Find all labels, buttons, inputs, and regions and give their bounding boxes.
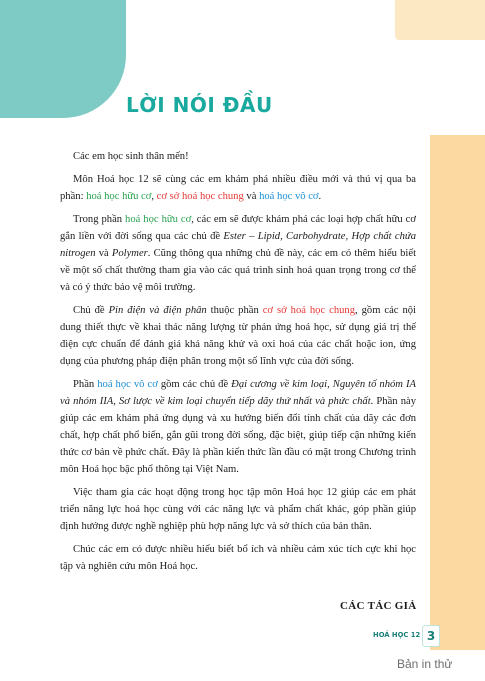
text: và: [95, 248, 112, 259]
decorative-orange-sidebar: [430, 135, 485, 650]
watermark: Bản in thử: [397, 657, 453, 671]
highlight-organic: hoá học hữu cơ: [86, 191, 152, 202]
text: .: [318, 191, 322, 202]
decorative-orange-tab: [395, 0, 485, 40]
text: ,: [151, 191, 157, 202]
book-title-label: HOÁ HỌC 12: [373, 631, 421, 639]
paragraph-intro: [60, 171, 416, 205]
highlight-inorganic: hoá học vô cơ: [259, 191, 319, 202]
preface-body: [60, 148, 416, 581]
text: , các em sẽ được khám phá các loại hợp chất hữu cơ gắn liền với đời sống qua các chủ đề: [60, 214, 416, 242]
text: Môn Hoá học 12 sẽ cùng các em khám phá nhiều điều mới và thú vị qua ba phần:: [60, 174, 416, 202]
text: Trong phần: [73, 214, 126, 225]
topic-italic: Polymer: [111, 248, 148, 259]
text: , gồm các nội dung thiết thực về khai thác năng lượng từ phản ứng hoá học, sử dụng giá trị thế điện cực chuẩn để đánh giá khả năng khử và oxi hoá của các chất hoặc ion, ứng dụng của phương pháp điện phân trong một số lĩnh vực của đời sống.: [60, 305, 416, 367]
signature: CÁC TÁC GIẢ: [340, 600, 417, 612]
highlight-general: cơ sở hoá học chung: [156, 191, 244, 202]
topic-italic: Ester – Lipid, Carbohydrate, Hợp chất chứa nitrogen: [60, 231, 416, 259]
paragraph-general: [60, 302, 416, 370]
text: thuộc phần: [206, 305, 263, 316]
page-number: 3: [422, 625, 440, 647]
decorative-teal-shape: [0, 0, 126, 118]
text: . Phần này giúp các em khám phá ứng dụng và xu hướng biến đổi tính chất của dãy các đơn chất, hợp chất phổ biến, gắn gũi trong đời sống, đặc biệt, giúp tiếp cận những kiến thức cơ bản về phức chất. Đây là phần kiến thức lần đầu có mặt trong Chương trình môn Hoá học bậc phổ thông tại Việt Nam.: [60, 396, 416, 475]
topic-italic: Pin điện và điện phân: [108, 305, 207, 316]
text: và: [243, 191, 260, 202]
highlight-organic: hoá học hữu cơ: [125, 214, 192, 225]
highlight-inorganic: hoá học vô cơ: [97, 379, 158, 390]
text: Phần: [73, 379, 98, 390]
paragraph-organic: [60, 211, 416, 296]
paragraph-inorganic: [60, 376, 416, 478]
text: . Cũng thông qua những chủ đề này, các em có thêm hiểu biết về một số chất thường tham gia vào các quá trình sinh hoá quan trọng trong cơ thể và có ý thức bảo vệ môi trường.: [60, 248, 417, 293]
paragraph-activities: Việc tham gia các hoạt động trong học tập môn Hoá học 12 giúp các em phát triển năng lực hoá học cùng với các năng lực và phẩm chất khác, góp phần giúp định hướng được nghề nghiệp phù hợp năng lực và sở thích của bản thân.: [60, 487, 416, 532]
text: Chủ đề: [73, 305, 109, 316]
greeting: Các em học sinh thân mến!: [73, 151, 189, 162]
page-title: LỜI NÓI ĐẦU: [126, 93, 273, 117]
text: gồm các chủ đề: [157, 379, 232, 390]
paragraph-wishes: Chúc các em có được nhiều hiểu biết bổ ích và nhiều cảm xúc tích cực khi học tập và nghiên cứu môn Hoá học.: [60, 544, 416, 572]
topic-italic: Đại cương về kim loại, Nguyên tố nhóm IA và nhóm IIA, Sơ lược về kim loại chuyển tiếp dãy thứ nhất và phức chất: [60, 379, 416, 407]
highlight-general: cơ sở hoá học chung: [262, 305, 356, 316]
